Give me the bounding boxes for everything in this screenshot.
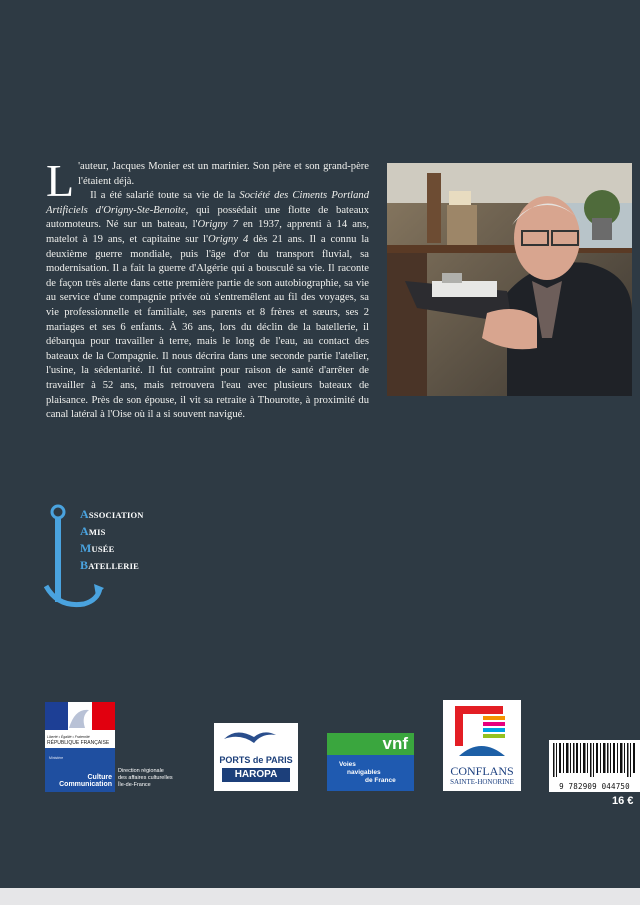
association-line: ASSOCIATION (80, 507, 144, 521)
association-line: AMIS (80, 524, 106, 538)
drac-label: Direction régionale des affaires culturelles Île-de-France (118, 768, 173, 788)
association-name (80, 506, 144, 574)
republique-francaise-logo (45, 702, 115, 792)
barcode-bars-icon (549, 740, 640, 778)
author-photo (387, 163, 632, 396)
culture-label: Culture (87, 774, 112, 781)
ports-de-paris-name: PORTS de PARIS (219, 755, 293, 765)
bio-paragraph-2: Il a été salarié toute sa vie de la Société des Ciments Portland Artificiels d'Origny-Ste-Benoite, qui possédait une flotte de bateaux automoteurs. Né sur un bateau, l'Origny 7 en 1937, apprenti à 14 ans, matelot à 19 ans, et capitaine sur l'Origny 4 dès 21 ans. Il a connu la deuxième guerre mondiale, puis l'âge d'or du transport fluvial, sa modernisation. Il a fait la guerre d'Algérie qui a bousculé sa vie. Il raconte de façon très alerte dans cette première partie de son autobiographie, sa vie au service d'une compagnie privée où s'entremêlent au fil des voyages, sa vie professionnelle et familiale, ses parents et 8 frères et sœurs, ses 2 mariages et ses 6 enfants. À 36 ans, lors du déclin de la batellerie, il débarqua pour travailler à terre, mais le long de l'eau, au contact des bateaux de la Compagnie. Il nous décrira dans une seconde partie l'atelier, l'usine, la sédentarité. Il fut contraint pour raison de santé d'arrêter de travailler à 52 ans, mais retrouvera l'eau avec plusieurs bateaux de plaisance. Près de son épouse, il vit sa retraite à Thourotte, à proximité du canal latéral à l'Oise où il a si souvent navigué. (46, 190, 370, 421)
company-name: Société des Ciments Portland Artificiels d'Origny-Ste-Benoite (46, 190, 369, 216)
isbn-number: 9 782909 044750 (559, 782, 630, 791)
communication-label: Communication (59, 781, 112, 788)
ministere-label: Ministère (49, 756, 64, 760)
barcode (549, 740, 640, 792)
vnf-line: de France (365, 777, 396, 784)
haropa-name: HAROPA (222, 768, 290, 782)
conflans-subtitle: SAINTE-HONORINE (450, 778, 514, 786)
association-line: MUSÉE (80, 541, 115, 555)
author-biography (46, 155, 370, 423)
conflans-name: CONFLANS (450, 764, 514, 778)
association-line: BATELLERIE (80, 558, 139, 572)
republique-motto: Liberté • Égalité • Fraternité (47, 735, 90, 739)
vnf-line: Voies (339, 761, 356, 768)
marianne-icon (45, 702, 115, 730)
page-bottom-edge (0, 888, 640, 905)
bird-icon (214, 723, 298, 751)
drop-cap: L (46, 155, 75, 206)
republique-name: RÉPUBLIQUE FRANÇAISE (47, 740, 110, 746)
boat-name: Origny 7 (197, 219, 238, 231)
conflans-emblem-icon (443, 700, 521, 760)
bio-paragraph-1: L 'auteur, Jacques Monier est un marinier. Son père et son grand-père l'étaient déjà. (46, 155, 369, 206)
price: 16 € (612, 795, 634, 807)
vnf-initials: vnf (382, 734, 408, 753)
conflans-logo (443, 700, 521, 791)
vnf-line: navigables (347, 769, 381, 776)
vnf-logo (327, 733, 414, 791)
ports-de-paris-logo (214, 723, 298, 791)
boat-name: Origny 4 (208, 233, 249, 245)
